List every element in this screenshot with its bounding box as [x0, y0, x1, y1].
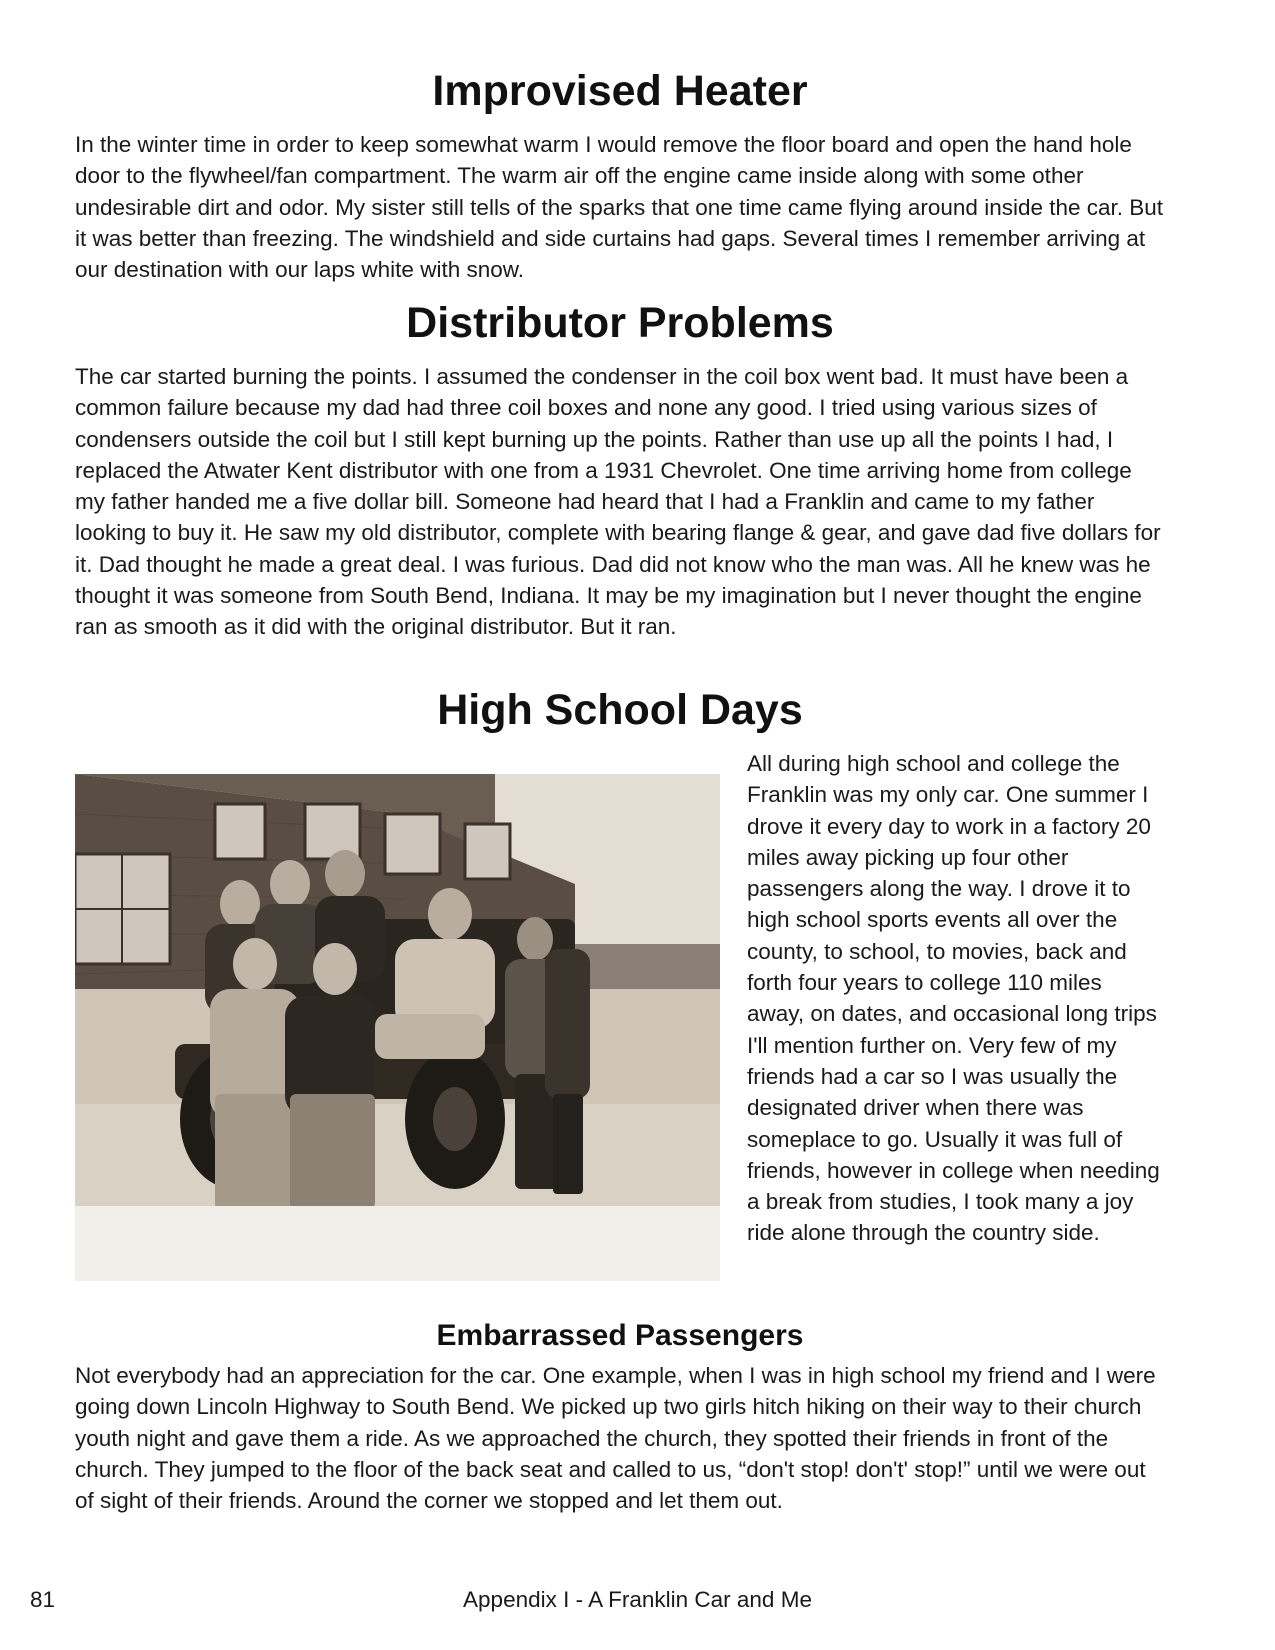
section-title-distributor-problems: Distributor Problems	[406, 299, 834, 347]
section-body-high-school-days: All during high school and college the Franklin was my only car. One summer I drove it every day to work in a factory 20 miles away picking up four other passengers along the way. I drove it to high school sports events all over the county, to school, to movies, back and forth four years to college 110 miles away, on dates, and occasional long trips I'll mention further on. Very few of my friends had a car so I was usually the designated driver when there was someplace to go. Usually it was full of friends, however in college when needing a break from studies, I took many a joy ride alone through the country side.	[747, 751, 1160, 1246]
section-body-distributor-problems: The car started burning the points. I assumed the condenser in the coil box went bad. It must have been a common failure because my dad had three coil boxes and none any good. I tried using various sizes of condensers outside the coil but I still kept burning up the points. Rather than use up all the points I had, I replaced the Atwater Kent distributor with one from a 1931 Chevrolet. One time arriving home from college my father handed me a five dollar bill. Someone had heard that I had a Franklin and came to my father looking to buy it. He saw my old distributor, complete with bearing flange & gear, and gave dad five dollars for it. Dad thought he made a great deal. I was furious. Dad did not know who the man was. All he knew was he thought it was someone from South Bend, Indiana. It may be my imagination but I never thought the engine ran as smooth as it did with the original distributor. But it ran.	[75, 364, 1161, 640]
section-body-improvised-heater: In the winter time in order to keep somewhat warm I would remove the floor board and open the hand hole door to the flywheel/fan compartment. The warm air off the engine came inside along with some other undesirable dirt and odor. My sister still tells of the sparks that one time came flying around inside the car. But it was better than freezing. The windshield and side curtains had gaps. Several times I remember arriving at our destination with our laps white with snow.	[75, 132, 1164, 283]
section-title-high-school-days: High School Days	[437, 686, 803, 734]
section-title-embarrassed-passengers: Embarrassed Passengers	[436, 1319, 804, 1352]
section-body-embarrassed-passengers: Not everybody had an appreciation for the car. One example, when I was in high school my friend and I were going down Lincoln Highway to South Bend. We picked up two girls hitch hiking on their way to their church youth night and gave them a ride. As we approached the church, they spotted their friends in front of the church. They jumped to the floor of the back seat and called to us, “don't stop! don't' stop!” until we were out of sight of their friends. Around the corner we stopped and let them out.	[75, 1363, 1156, 1514]
section-title-improvised-heater: Improvised Heater	[432, 67, 808, 115]
vintage-photo-friends-on-car	[75, 774, 720, 1281]
footer-title: Appendix I - A Franklin Car and Me	[463, 1587, 812, 1612]
page-number: 81	[30, 1587, 56, 1612]
